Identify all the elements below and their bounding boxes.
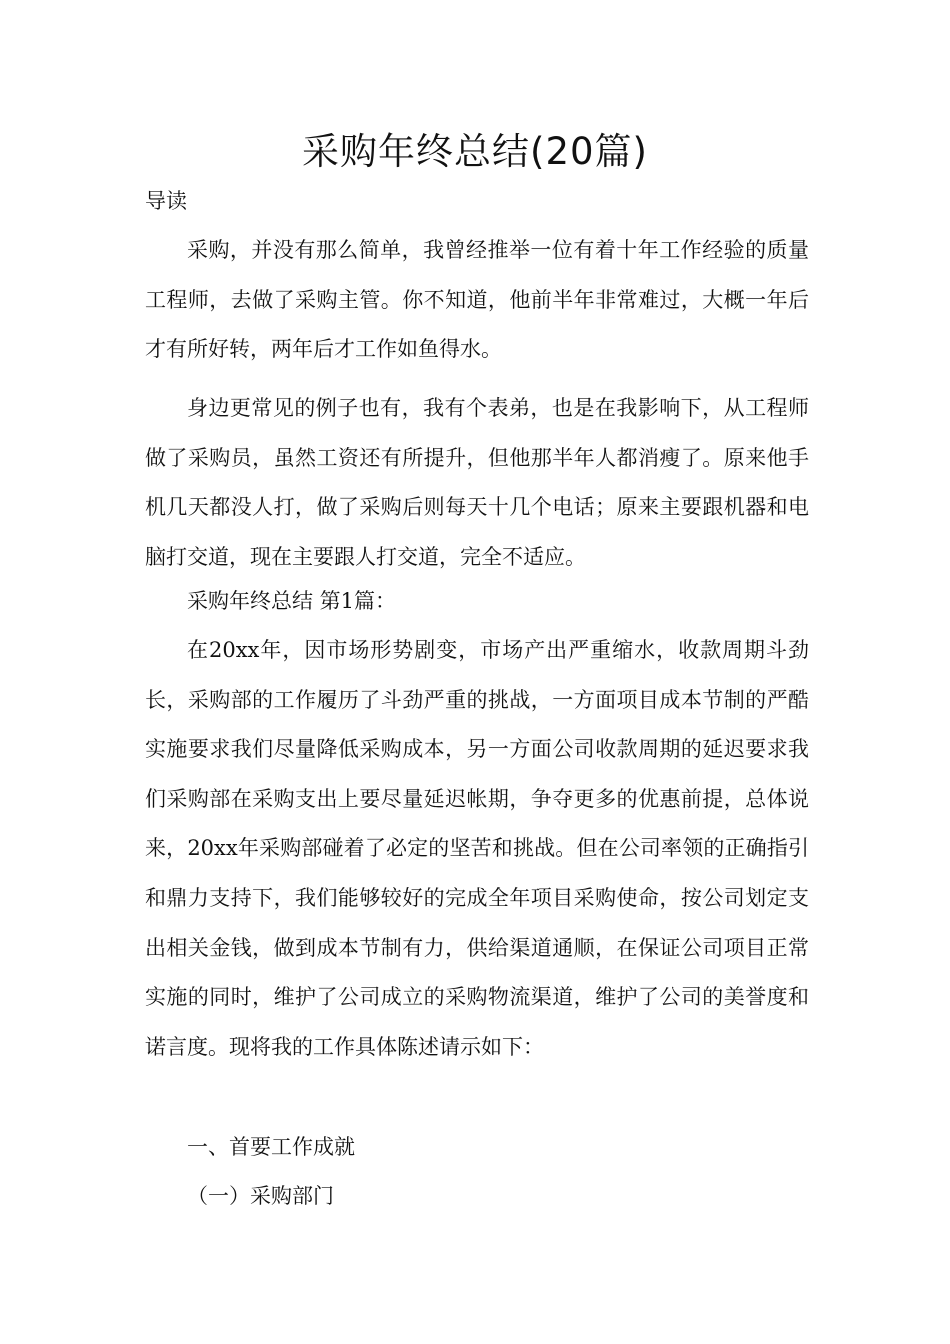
paragraph: 采购，并没有那么简单，我曾经推举一位有着十年工作经验的质量工程师，去做了采购主管。你不知道，他前半年非常难过，大概一年后才有所好转，两年后才工作如鱼得水。 <box>145 238 809 362</box>
subsection-heading: （一）采购部门 <box>187 1184 334 1208</box>
paragraph: 身边更常见的例子也有，我有个表弟，也是在我影响下，从工程师做了采购员，虽然工资还有所提升，但他那半年人都消瘦了。原来他手机几天都没人打，做了采购后则每天十几个电话；原来主要跟机器和电脑打交道，现在主要跟人打交道，完全不适应。 <box>145 396 809 569</box>
intro-label: 导读 <box>145 189 187 213</box>
section-heading: 采购年终总结 第1篇： <box>187 589 397 613</box>
document-title: 采购年终总结(20篇) <box>302 130 648 173</box>
paragraph: 在20xx年，因市场形势剧变，市场产出严重缩水，收款周期斗劲长，采购部的工作履历了斗劲严重的挑战，一方面项目成本节制的严酷实施要求我们尽量降低采购成本，另一方面公司收款周期的延迟要求我们采购部在采购支出上要尽量延迟帐期，争夺更多的优惠前提，总体说来，20xx年采购部碰着了必定的坚苦和挑战。但在公司率领的正确指引和鼎力支持下，我们能够较好的完成全年项目采购使命，按公司划定支出相关金钱，做到成本节制有力，供给渠道通顺，在保证公司项目正常实施的同时，维护了公司成立的采购物流渠道，维护了公司的美誉度和诺言度。现将我的工作具体陈述请示如下： <box>145 638 809 1059</box>
section-heading: 一、首要工作成就 <box>187 1135 355 1159</box>
